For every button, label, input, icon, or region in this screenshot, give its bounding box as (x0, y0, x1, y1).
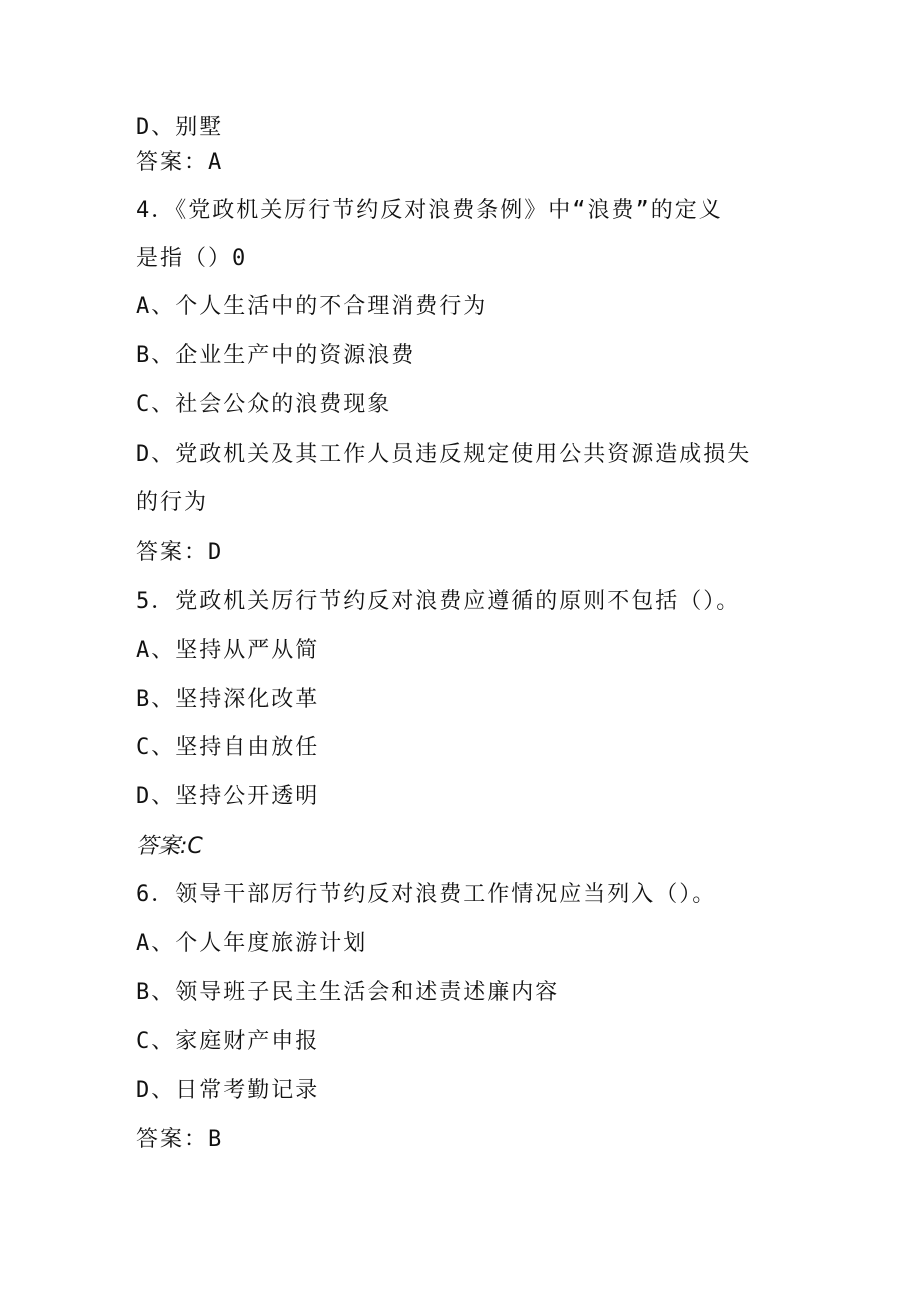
q5-answer: 答案:C (136, 834, 203, 859)
q5-option-d: D、坚持公开透明 (136, 784, 320, 809)
q4-option-d-line1: D、党政机关及其工作人员违反规定使用公共资源造成损失 (136, 442, 752, 467)
q4-option-d-line2: 的行为 (136, 490, 209, 515)
q4-question-line1: 4．《党政机关厉行节约反对浪费条例》中“浪费”的定义 (136, 198, 723, 223)
q6-option-b: B、领导班子民主生活会和述责述廉内容 (136, 980, 560, 1005)
q6-option-d: D、日常考勤记录 (136, 1078, 320, 1103)
q3-answer: 答案：A (136, 150, 224, 175)
q4-question-line2: 是指（）0 (136, 246, 248, 271)
q5-question: 5．党政机关厉行节约反对浪费应遵循的原则不包括（）。 (136, 589, 741, 614)
q6-option-a: A、个人年度旅游计划 (136, 931, 368, 956)
q5-option-a: A、坚持从严从简 (136, 638, 320, 663)
q5-option-b: B、坚持深化改革 (136, 687, 320, 712)
q4-option-c: C、社会公众的浪费现象 (136, 392, 392, 417)
q6-answer: 答案：B (136, 1127, 224, 1152)
q6-question: 6．领导干部厉行节约反对浪费工作情况应当列入（）。 (136, 882, 717, 907)
q4-option-b: B、企业生产中的资源浪费 (136, 343, 416, 368)
q4-answer: 答案：D (136, 540, 224, 565)
q3-option-d: D、别墅 (136, 115, 224, 140)
q6-option-c: C、家庭财产申报 (136, 1029, 320, 1054)
q4-option-a: A、个人生活中的不合理消费行为 (136, 294, 488, 319)
q5-option-c: C、坚持自由放任 (136, 735, 320, 760)
